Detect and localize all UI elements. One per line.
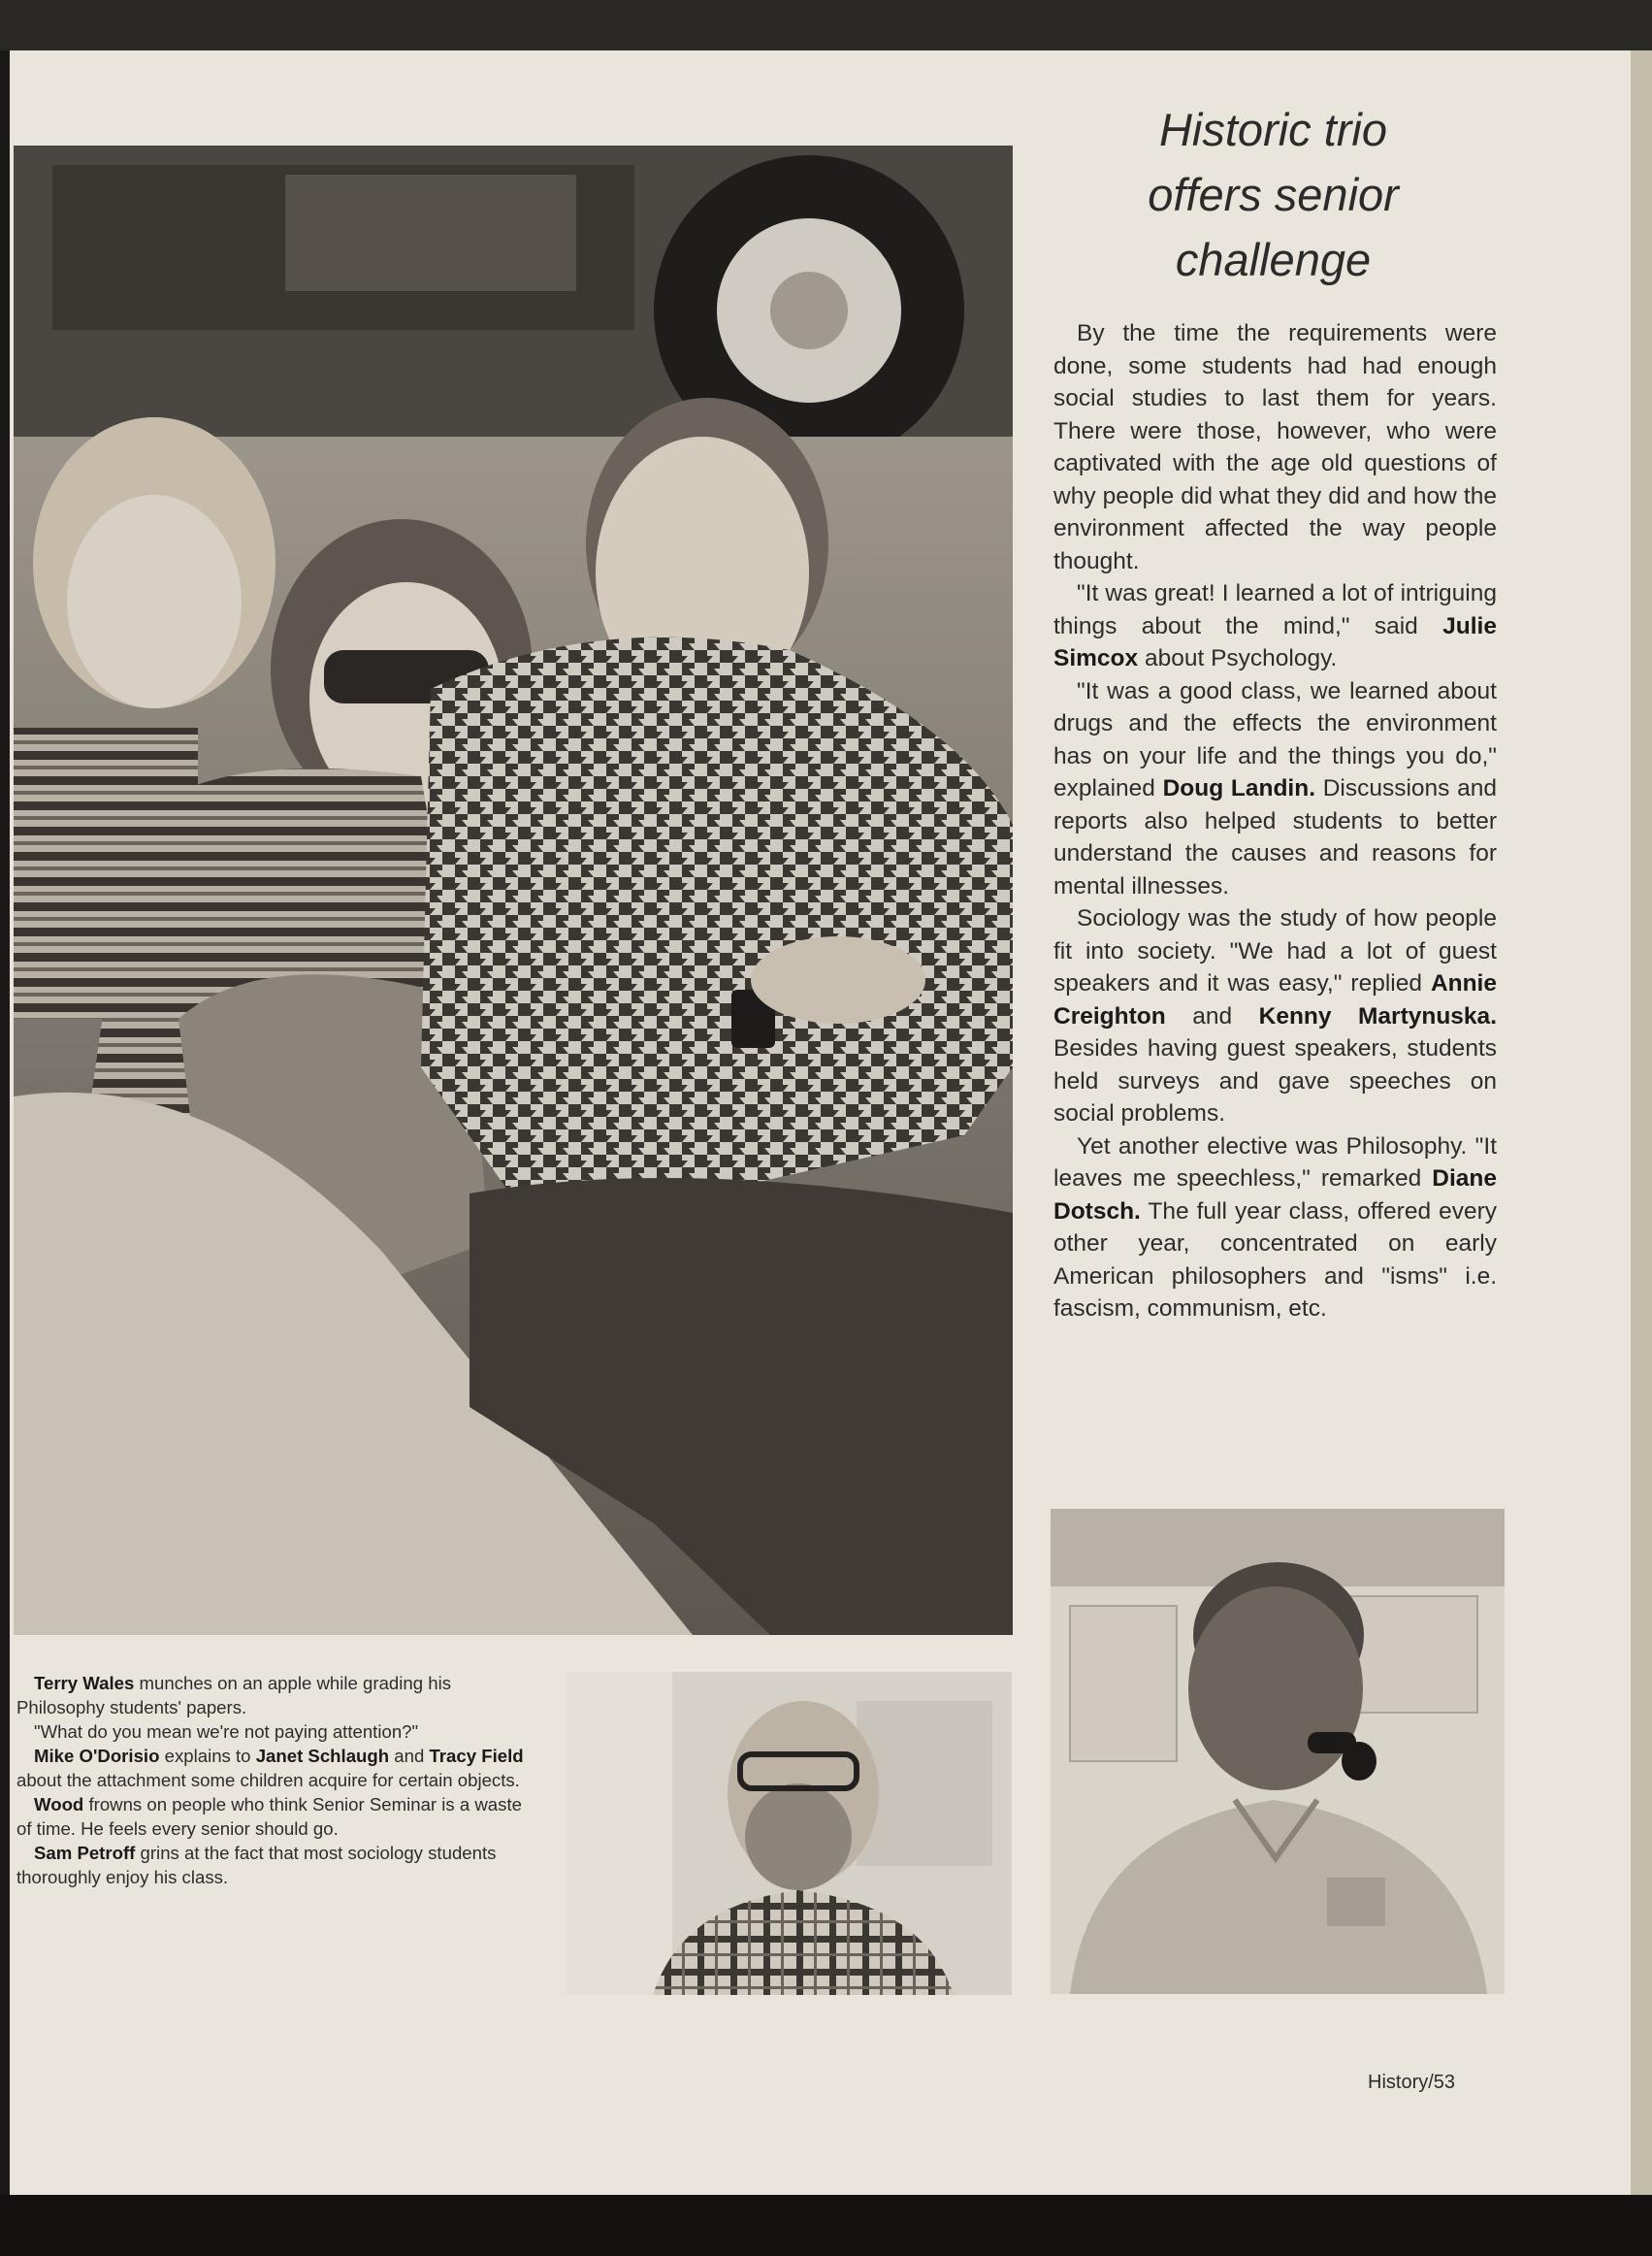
student-name: Kenny Martynuska.: [1258, 1002, 1497, 1030]
scan-top-edge: [0, 0, 1652, 50]
photo-sam-petroff-portrait: [1051, 1509, 1505, 1994]
student-name: Annie Creighton: [1053, 970, 1497, 1030]
paragraph-text: The full year class, offered every other year, concentrated on early American philosophers and "isms" i.e. fascism, communism, etc.: [1053, 1197, 1497, 1322]
paragraph-text: "It was a good class, we learned about drugs and the effects the environment has on your life and the things you do," explained: [1053, 677, 1497, 801]
caption-name: Tracy Field: [429, 1746, 524, 1766]
paragraph-text: "It was great! I learned a lot of intriguing things about the mind," said: [1053, 580, 1497, 639]
headline-line-2: offers senior: [1148, 169, 1399, 220]
article-paragraph-1: [1053, 317, 1497, 577]
caption-name: Sam Petroff: [34, 1843, 136, 1863]
paragraph-text: about Psychology.: [1138, 645, 1338, 671]
article-paragraph-5: [1053, 1130, 1497, 1325]
photo-wood-portrait: [566, 1672, 1012, 1995]
paragraph-text: Besides having guest speakers, students held surveys and gave speeches on social problems.: [1053, 1035, 1497, 1127]
student-name: Doug Landin.: [1162, 775, 1316, 801]
paragraph-text: and: [1165, 1002, 1259, 1030]
article-paragraph-4: [1053, 902, 1497, 1130]
caption-text: explains to: [159, 1746, 256, 1766]
paragraph-text: Yet another elective was Philosophy. "It leaves me speechless," remarked: [1053, 1132, 1497, 1192]
student-name: Julie Simcox: [1053, 612, 1497, 671]
article-body: [1053, 317, 1497, 1325]
caption-text: about the attachment some children acquire for certain objects.: [16, 1770, 520, 1790]
headline-line-1: Historic trio: [1158, 104, 1388, 155]
caption-5: [16, 1841, 526, 1889]
article-paragraph-2: [1053, 577, 1497, 675]
caption-name: Mike O'Dorisio: [34, 1746, 160, 1766]
caption-text: and: [389, 1746, 430, 1766]
article-paragraph-3: [1053, 675, 1497, 903]
page-folio: History/53: [1368, 2072, 1456, 2093]
main-photo-three-people: [14, 146, 1013, 1635]
caption-name: Terry Wales: [34, 1673, 135, 1693]
article-headline: [1053, 97, 1494, 292]
scan-bottom-edge: [0, 2195, 1652, 2256]
caption-2: [16, 1719, 526, 1744]
caption-text: grins at the fact that most sociology students thoroughly enjoy his class.: [16, 1843, 497, 1887]
student-name: Diane Dotsch.: [1053, 1165, 1497, 1225]
caption-text: munches on an apple while grading his Philosophy students' papers.: [16, 1673, 451, 1717]
caption-4: [16, 1792, 526, 1841]
caption-text: "What do you mean we're not paying attention?": [34, 1721, 419, 1742]
photo-captions: [16, 1671, 526, 1889]
paragraph-text: Discussions and reports also helped students to better understand the causes and reasons for mental illnesses.: [1053, 775, 1498, 899]
caption-1: [16, 1671, 526, 1719]
paragraph-text: By the time the requirements were done, some students had had enough social studies to last them for years. There were those, however, who were captivated with the age old questions of why people did what they did and how the environment affected the way people thought.: [1053, 320, 1497, 574]
page-binding-edge: [1631, 50, 1652, 2195]
headline-line-3: challenge: [1175, 234, 1372, 285]
caption-name: Janet Schlaugh: [255, 1746, 390, 1766]
caption-name: Wood: [34, 1794, 84, 1815]
paragraph-text: Sociology was the study of how people fit into society. "We had a lot of guest speakers and it was easy," replied: [1053, 905, 1497, 997]
caption-text: frowns on people who think Senior Seminar is a waste of time. He feels every senior should go.: [16, 1794, 522, 1839]
caption-3: [16, 1744, 526, 1792]
